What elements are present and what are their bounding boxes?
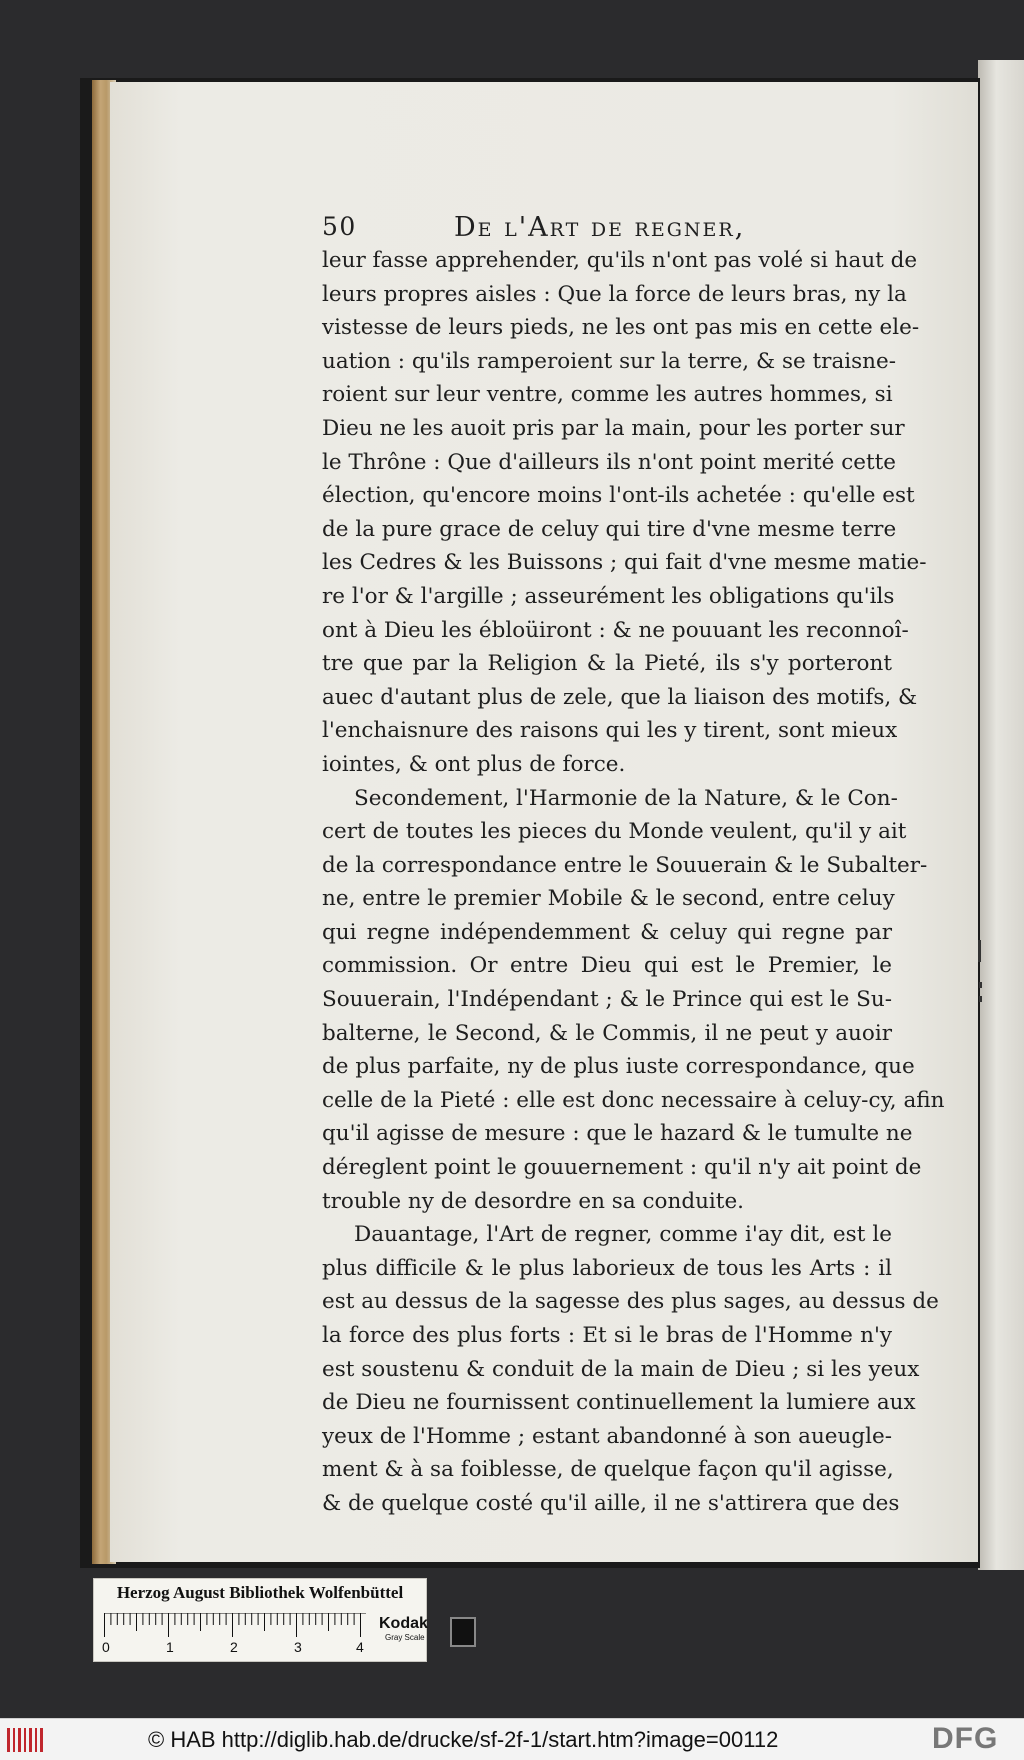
text-line: ne, entre le premier Mobile & le second, entre celuy <box>322 886 895 912</box>
text-line: re l'or & l'argille ; asseurément les obligations qu'ils <box>322 583 895 609</box>
text-line: l'enchaisnure des raisons qui les y tirent, sont mieux <box>322 718 898 744</box>
text-line: Dauantage, l'Art de regner, comme i'ay dit, est le <box>354 1222 892 1248</box>
gray-scale-label: Gray Scale <box>385 1633 425 1642</box>
page-number: 50 <box>322 212 357 241</box>
text-line: plus difficile & le plus laborieux de tous les Arts : il <box>322 1255 892 1281</box>
margin-mark <box>979 982 982 988</box>
text-line: roient sur leur ventre, comme les autres hommes, si <box>322 382 893 408</box>
text-line: les Cedres & les Buissons ; qui fait d'vne mesme matie- <box>322 550 927 576</box>
text-line: uation : qu'ils ramperoient sur la terre, & se traisne- <box>322 348 897 374</box>
gray-patch <box>450 1617 476 1647</box>
text-line: celle de la Pieté : elle est donc necessaire à celuy-cy, afin <box>322 1087 945 1113</box>
text-line: ont à Dieu les ébloüiront : & ne pouuant les reconnoî- <box>322 617 909 643</box>
text-line: Souuerain, l'Indépendant ; & le Prince qui est le Su- <box>322 987 892 1013</box>
text-line: Secondement, l'Harmonie de la Nature, & le Con- <box>354 785 898 811</box>
kodak-logo: Kodak <box>379 1615 428 1632</box>
library-name: Herzog August Bibliothek Wolfenbüttel <box>116 1583 404 1602</box>
text-line: Dieu ne les auoit pris par la main, pour les porter sur <box>322 415 905 441</box>
text-line: qui regne indépendemment & celuy qui regne par <box>322 919 892 945</box>
text-line: auec d'autant plus de zele, que la liaison des motifs, & <box>322 684 918 710</box>
ruler-number: 3 <box>294 1639 302 1655</box>
text-line: élection, qu'encore moins l'ont-ils achetée : qu'elle est <box>322 483 915 509</box>
text-line: de plus parfaite, ny de plus iuste correspondance, que <box>322 1054 915 1080</box>
text-line: le Thrône : Que d'ailleurs ils n'ont point merité cette <box>322 449 896 475</box>
ruler-number: 2 <box>230 1639 238 1655</box>
text-line: ment & à sa foiblesse, de quelque façon qu'il agisse, <box>322 1457 894 1483</box>
dfg-logo: DFG <box>932 1722 999 1755</box>
text-line: la force des plus forts : Et si le bras de l'Homme n'y <box>322 1323 892 1348</box>
text-line: de la correspondance entre le Souuerain & le Subalter- <box>322 852 928 878</box>
ruler-number: 4 <box>356 1639 364 1655</box>
text-line: yeux de l'Homme ; estant abandonné à son aueugle- <box>322 1423 892 1449</box>
hab-barcode-icon <box>6 1726 46 1754</box>
color-target-card <box>93 1578 427 1662</box>
text-line: qu'il agisse de mesure : que le hazard & le tumulte ne <box>322 1121 913 1147</box>
copyright-link[interactable]: © HAB http://diglib.hab.de/drucke/sf-2f-1/start.htm?image=00112 <box>148 1727 779 1752</box>
margin-mark <box>979 996 982 1002</box>
text-line: cert de toutes les pieces du Monde veulent, qu'il y ait <box>322 819 907 845</box>
margin-mark <box>978 940 981 962</box>
text-line: & de quelque costé qu'il aille, il ne s'attirera que des <box>322 1490 900 1516</box>
ruler-number: 0 <box>102 1639 110 1655</box>
text-line: commission. Or entre Dieu qui est le Premier, le <box>322 953 892 979</box>
ruler-number: 1 <box>166 1639 174 1655</box>
footer-bar <box>0 1718 1024 1760</box>
page-text <box>322 244 945 1521</box>
text-line: de Dieu ne fournissent continuellement la lumiere aux <box>322 1390 916 1416</box>
running-title: De l'Art de regner, <box>454 212 746 243</box>
text-line: leur fasse apprehender, qu'ils n'ont pas volé si haut de <box>322 248 918 273</box>
text-line: est au dessus de la sagesse des plus sages, au dessus de <box>322 1289 939 1315</box>
text-line: vistesse de leurs pieds, ne les ont pas mis en cette ele- <box>322 315 920 341</box>
text-line: tre que par la Religion & la Pieté, ils s'y porteront <box>322 651 892 677</box>
ruler-scale <box>104 1613 366 1639</box>
text-line: est soustenu & conduit de la main de Dieu ; si les yeux <box>322 1356 920 1382</box>
text-line: balterne, le Second, & le Commis, il ne peut y auoir <box>322 1020 892 1046</box>
text-line: iointes, & ont plus de force. <box>322 751 626 777</box>
text-line: trouble ny de desordre en sa conduite. <box>322 1188 745 1214</box>
text-line: leurs propres aisles : Que la force de leurs bras, ny la <box>322 281 907 307</box>
text-line: déreglent point le gouuernement : qu'il n'y ait point de <box>322 1155 922 1181</box>
text-line: de la pure grace de celuy qui tire d'vne mesme terre <box>322 516 897 542</box>
adjacent-page-edge <box>978 60 1024 1570</box>
